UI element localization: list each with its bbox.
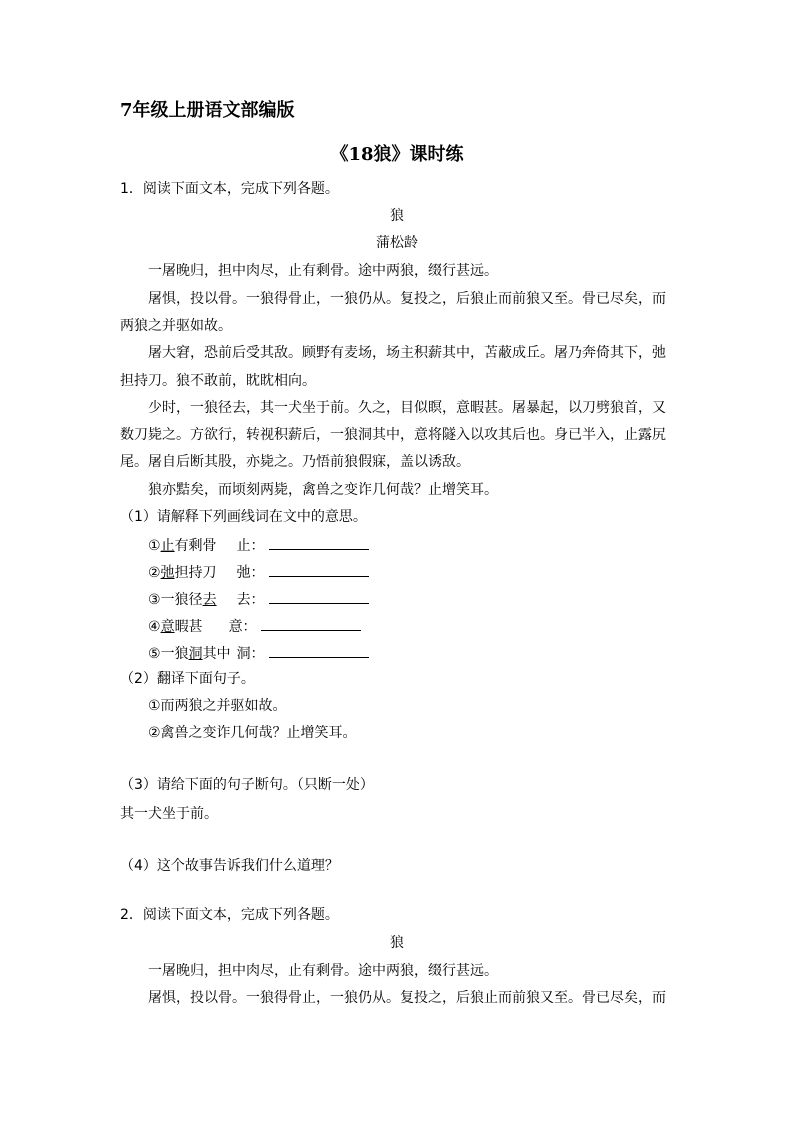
sub4-prompt: （4）这个故事告诉我们什么道理？ xyxy=(120,858,339,874)
item-number: ① xyxy=(148,538,161,554)
q2-paragraph: 屠惧，投以骨。一狼得骨止，一狼仍从。复投之，后狼止而前狼又至。骨已尽矣，而 xyxy=(148,990,666,1006)
q1-paragraph-cont: 担持刀。狼不敢前，眈眈相向。 xyxy=(120,373,316,389)
item-number: ⑤ xyxy=(148,646,161,662)
q2-prompt: 2．阅读下面文本，完成下列各题。 xyxy=(120,907,339,923)
q1-paragraph-cont: 尾。屠自后断其股，亦毙之。乃悟前狼假寐，盖以诱敌。 xyxy=(120,454,470,470)
vocab-item-3 xyxy=(148,589,369,609)
sub2-prompt: （2）翻译下面句子。 xyxy=(120,671,255,687)
q1-paragraph-cont: 两狼之并驱如故。 xyxy=(120,318,232,334)
lesson-title: 《18狼》课时练 xyxy=(330,144,464,165)
q1-author: 蒲松龄 xyxy=(376,235,418,251)
q1-paragraph: 少时，一狼径去，其一犬坐于前。久之，目似瞑，意暇甚。屠暴起，以刀劈狼首，又 xyxy=(148,400,666,416)
underlined-word: 意 xyxy=(160,619,175,635)
answer-blank[interactable] xyxy=(261,616,361,631)
sub3-sentence: 其一犬坐于前。 xyxy=(120,806,218,822)
item-text: 一狼径 xyxy=(160,592,203,608)
answer-blank[interactable] xyxy=(269,589,369,604)
q2-text-title: 狼 xyxy=(390,935,404,951)
item-number: ③ xyxy=(148,592,161,608)
q1-paragraph-cont: 数刀毙之。方欲行，转视积薪后，一狼洞其中，意将隧入以攻其后也。身已半入，止露尻 xyxy=(120,427,666,443)
item-text: 暇甚 xyxy=(174,619,203,635)
underlined-word: 弛 xyxy=(160,565,175,581)
grade-title: 7年级上册语文部编版 xyxy=(120,100,295,121)
item-text: 有剩骨 xyxy=(174,538,217,554)
q1-paragraph: 狼亦黠矣，而顷刻两毙，禽兽之变诈几何哉？止增笑耳。 xyxy=(148,482,498,498)
answer-label: 意： xyxy=(228,619,257,635)
vocab-item-1 xyxy=(148,535,369,555)
q1-prompt: 1．阅读下面文本，完成下列各题。 xyxy=(120,181,339,197)
q1-text-title: 狼 xyxy=(390,208,404,224)
item-text: 担持刀 xyxy=(174,565,217,581)
item-text: 一狼 xyxy=(160,646,189,662)
answer-blank[interactable] xyxy=(269,562,369,577)
translate-item-2: ②禽兽之变诈几何哉？止增笑耳。 xyxy=(148,725,357,741)
answer-blank[interactable] xyxy=(269,643,369,658)
answer-label: 弛： xyxy=(236,565,265,581)
answer-label: 去： xyxy=(236,592,265,608)
vocab-item-2 xyxy=(148,562,369,582)
answer-label: 止： xyxy=(236,538,265,554)
q2-paragraph: 一屠晚归，担中肉尽，止有剩骨。途中两狼，缀行甚远。 xyxy=(148,963,498,979)
q1-paragraph: 屠惧，投以骨。一狼得骨止，一狼仍从。复投之，后狼止而前狼又至。骨已尽矣，而 xyxy=(148,291,666,307)
vocab-item-4 xyxy=(148,616,361,636)
underlined-word: 止 xyxy=(160,538,175,554)
sub1-prompt: （1）请解释下列画线词在文中的意思。 xyxy=(120,509,367,525)
translate-item-1: ①而两狼之并驱如故。 xyxy=(148,698,287,714)
item-number: ④ xyxy=(148,619,161,635)
q1-paragraph: 一屠晚归，担中肉尽，止有剩骨。途中两狼，缀行甚远。 xyxy=(148,263,498,279)
item-text: 其中 xyxy=(202,646,231,662)
underlined-word: 去 xyxy=(202,592,217,608)
item-number: ② xyxy=(148,565,161,581)
answer-label: 洞： xyxy=(236,646,265,662)
underlined-word: 洞 xyxy=(188,646,203,662)
answer-blank[interactable] xyxy=(269,535,369,550)
vocab-item-5 xyxy=(148,643,369,663)
q1-paragraph: 屠大窘，恐前后受其敌。顾野有麦场，场主积薪其中，苫蔽成丘。屠乃奔倚其下，弛 xyxy=(148,345,666,361)
sub3-prompt: （3）请给下面的句子断句。（只断一处） xyxy=(120,777,374,793)
